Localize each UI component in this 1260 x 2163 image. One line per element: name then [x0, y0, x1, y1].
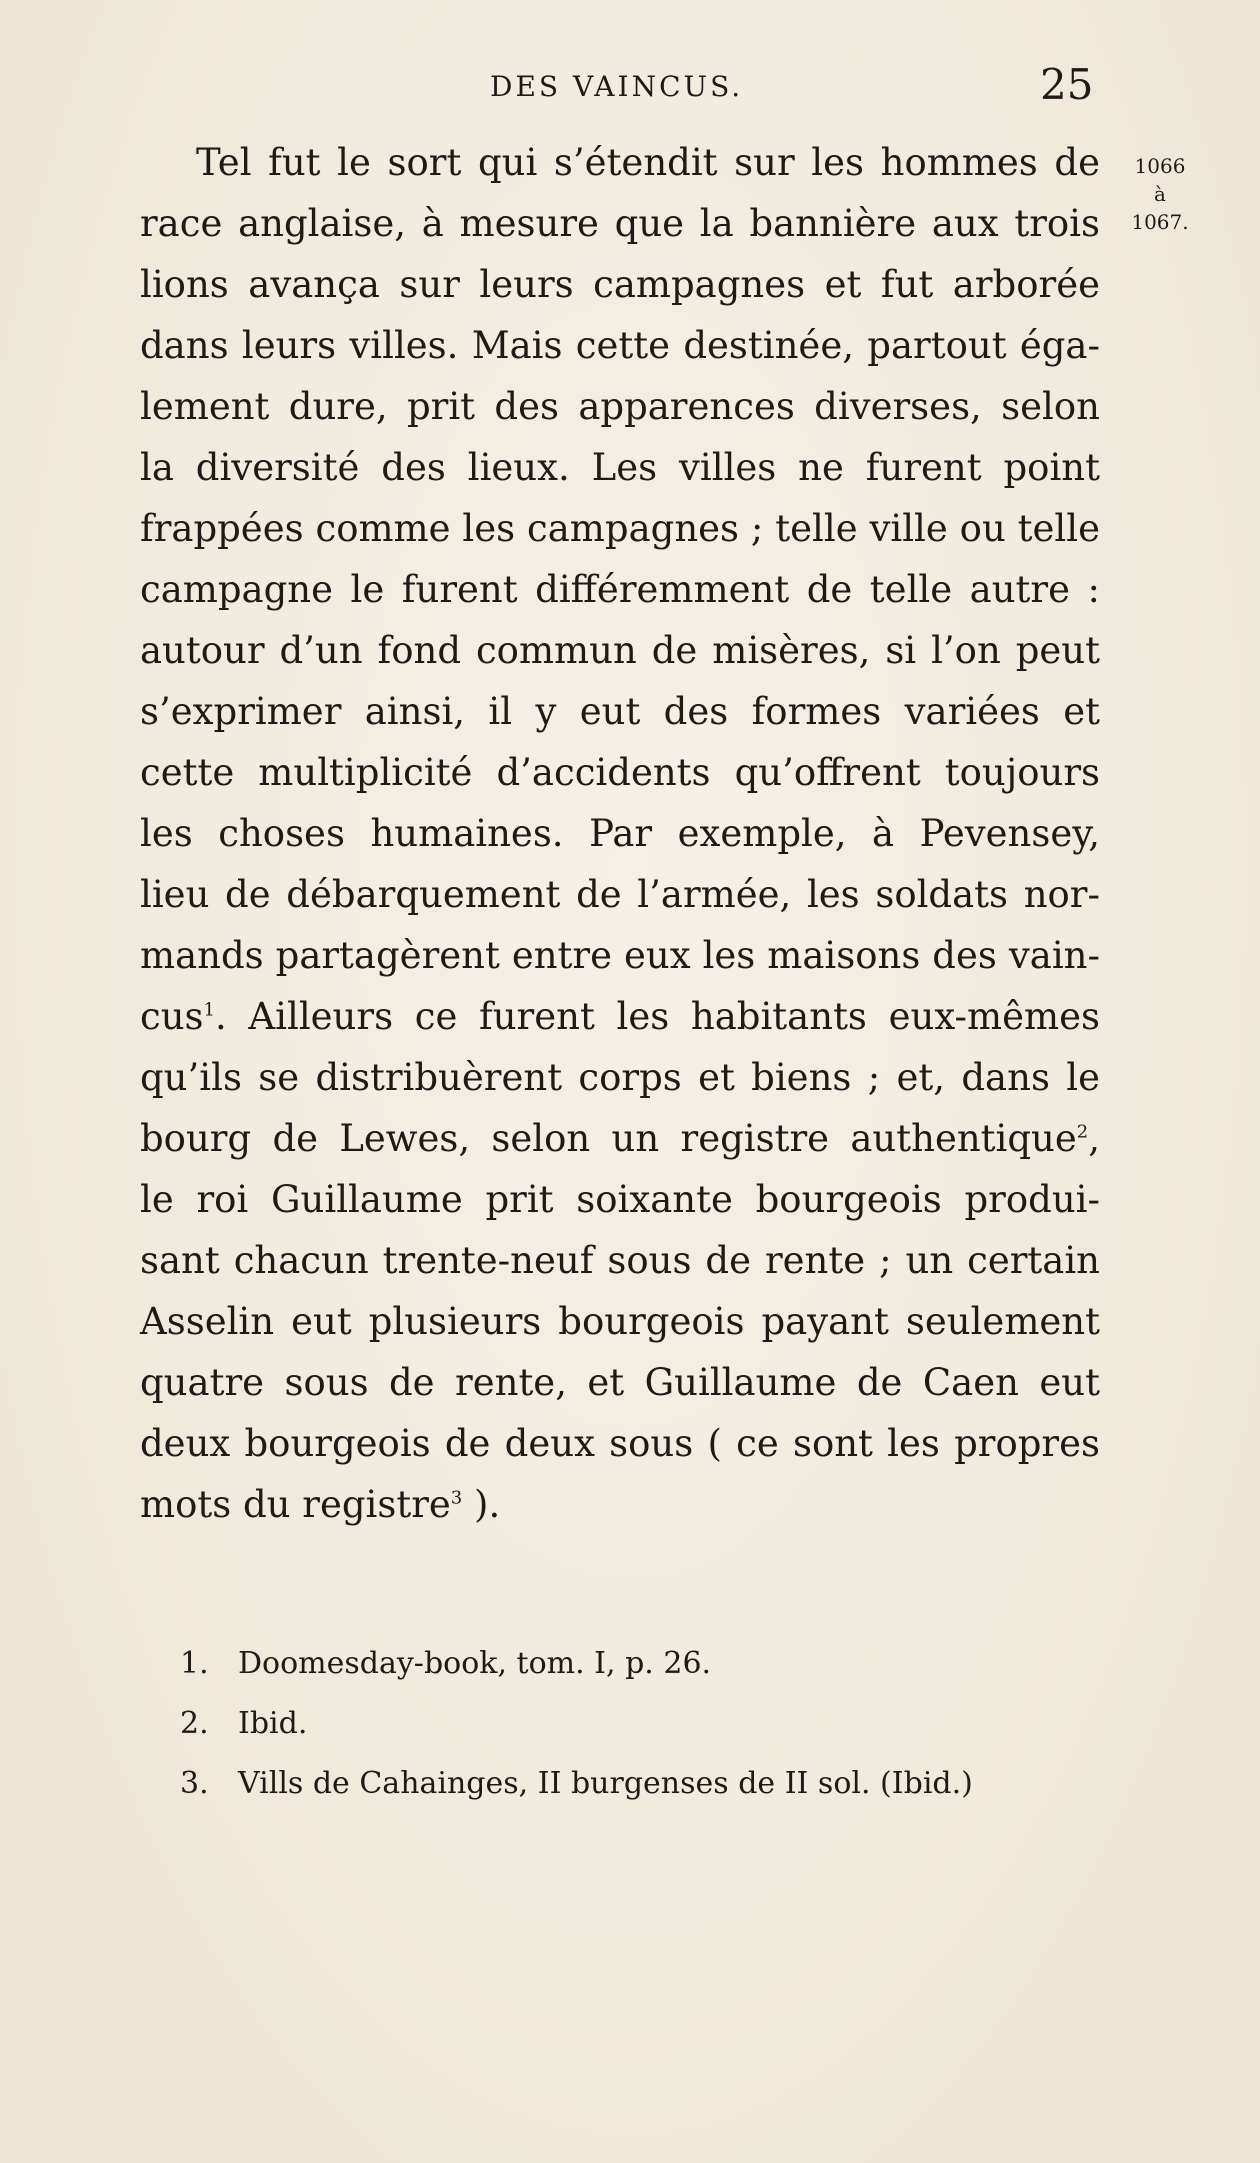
- footnote-number: 2.: [180, 1706, 209, 1741]
- running-title: DES VAINCUS.: [490, 70, 744, 103]
- footnote-ref-3: 3: [450, 1487, 463, 1509]
- footnotes: [180, 1634, 1080, 1814]
- footnote-number: 3.: [180, 1766, 209, 1801]
- footnote-text: Doomesday-book, tom. I, p. 26.: [238, 1646, 712, 1681]
- text-line: frappées comme les campagnes ; telle ville ou telle: [140, 507, 1100, 550]
- text-line: lions avança sur leurs campagnes et fut arborée: [140, 263, 1100, 306]
- margin-date-to: 1067.: [1131, 210, 1189, 234]
- footnote-text: Vills de Cahainges, II burgenses de II sol. (Ibid.): [238, 1766, 973, 1801]
- margin-date-from: 1066: [1134, 154, 1186, 178]
- footnote-number: 1.: [180, 1646, 209, 1681]
- text-line: le roi Guillaume prit soixante bourgeois produi-: [140, 1178, 1100, 1221]
- text-line: mots du registre$^3$ ).: [140, 1483, 501, 1526]
- text-line: deux bourgeois de deux sous ( ce sont les propres: [140, 1422, 1100, 1465]
- page-number: 25: [1040, 60, 1094, 109]
- text-line: cette multiplicité d’accidents qu’offrent toujours: [140, 751, 1100, 794]
- text-line: race anglaise, à mesure que la bannière aux trois: [140, 202, 1100, 245]
- text-line: mands partagèrent entre eux les maisons des vain-: [140, 934, 1100, 977]
- body-paragraph: [140, 132, 1100, 1535]
- footnote: [180, 1634, 1080, 1694]
- text-line: Tel fut le sort qui s’étendit sur les hommes de: [196, 141, 1100, 184]
- text-line: lieu de débarquement de l’armée, les soldats nor-: [140, 873, 1100, 916]
- text-line: sant chacun trente-neuf sous de rente ; un certain: [140, 1239, 1100, 1282]
- text-line: Asselin eut plusieurs bourgeois payant seulement: [140, 1300, 1100, 1343]
- text-line: campagne le furent différemment de telle autre :: [140, 568, 1100, 611]
- text-line: autour d’un fond commun de misères, si l’on peut: [140, 629, 1100, 672]
- footnote-ref-1: 1: [203, 999, 215, 1021]
- text-line: quatre sous de rente, et Guillaume de Caen eut: [140, 1361, 1100, 1404]
- text-line: la diversité des lieux. Les villes ne furent point: [140, 446, 1100, 489]
- text-line: bourg de Lewes, selon un registre authentique$^2$,: [140, 1117, 1100, 1160]
- text-line: cus$^1$. Ailleurs ce furent les habitants eux-mêmes: [140, 995, 1100, 1038]
- text-line: dans leurs villes. Mais cette destinée, partout éga-: [140, 324, 1100, 367]
- footnote-text: Ibid.: [238, 1706, 308, 1741]
- footnote: [180, 1754, 1080, 1814]
- text-line: lement dure, prit des apparences diverses, selon: [140, 385, 1100, 428]
- footnote-ref-2: 2: [1076, 1121, 1089, 1143]
- footnote: [180, 1694, 1080, 1754]
- text-line: qu’ils se distribuèrent corps et biens ; et, dans le: [140, 1056, 1100, 1099]
- text-line: s’exprimer ainsi, il y eut des formes variées et: [140, 690, 1100, 733]
- margin-date-connector: à: [1154, 182, 1166, 206]
- text-line: les choses humaines. Par exemple, à Pevensey,: [140, 812, 1100, 855]
- margin-date-note: [1110, 152, 1210, 236]
